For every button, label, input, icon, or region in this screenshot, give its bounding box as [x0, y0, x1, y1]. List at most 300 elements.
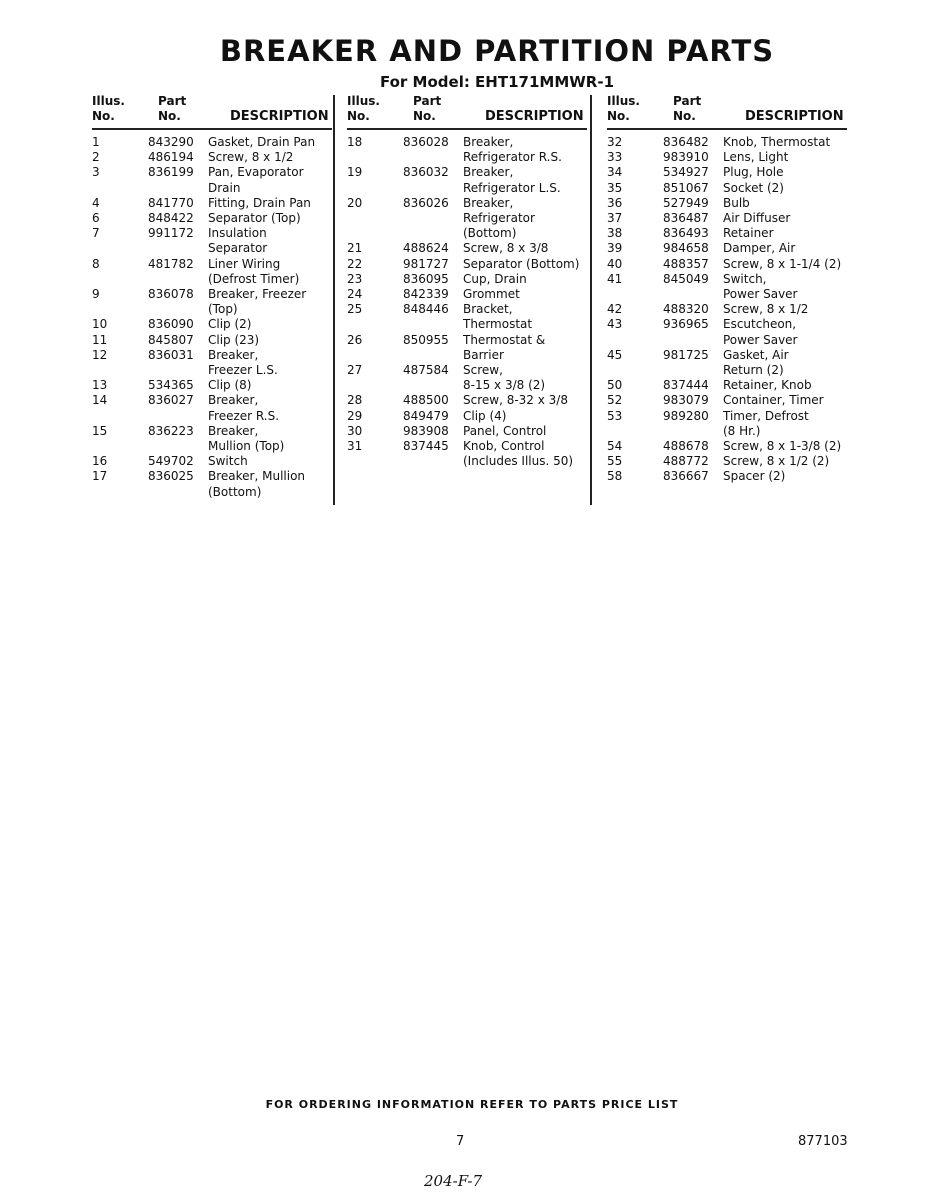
part-description	[208, 257, 332, 287]
table-row	[607, 165, 847, 180]
part-number: 836027	[148, 393, 194, 408]
table-row	[607, 257, 847, 272]
table-row	[607, 378, 847, 393]
part-number: 836090	[148, 317, 194, 332]
illus-number: 52	[607, 393, 623, 408]
table-row	[607, 241, 847, 256]
description-line: Clip (23)	[208, 332, 260, 347]
illus-number: 9	[92, 287, 100, 302]
part-description	[208, 150, 332, 165]
table-row	[607, 393, 847, 408]
part-number: 837445	[403, 439, 449, 454]
part-description	[723, 196, 847, 211]
table-row	[92, 378, 332, 393]
illus-header-line: No.	[92, 109, 115, 123]
ordering-info-footer: FOR ORDERING INFORMATION REFER TO PARTS PRICE LIST	[265, 1098, 679, 1111]
table-row	[347, 424, 587, 439]
description-line: Breaker,	[463, 165, 514, 180]
part-description	[463, 302, 587, 332]
part-number: 983910	[663, 150, 709, 165]
illus-number: 2	[92, 150, 100, 165]
illus-header	[92, 94, 125, 124]
part-description	[208, 211, 332, 226]
description-line: Switch,	[723, 271, 767, 286]
description-line: Screw, 8 x 1/2 (2)	[723, 454, 830, 469]
table-row	[347, 393, 587, 408]
part-number: 487584	[403, 363, 449, 378]
part-description	[463, 424, 587, 439]
illus-number: 18	[347, 135, 363, 149]
description-line: Mullion (Top)	[208, 439, 285, 454]
part-number: 843290	[148, 135, 194, 149]
table-row	[607, 409, 847, 439]
part-number: 534927	[663, 165, 709, 180]
description-line: Thermostat &	[463, 332, 546, 347]
part-description	[463, 393, 587, 408]
parts-column-2	[347, 94, 587, 469]
table-row	[607, 196, 847, 211]
part-number: 984658	[663, 241, 709, 256]
table-row	[92, 135, 332, 150]
description-line: Thermostat	[463, 317, 533, 332]
part-number: 488320	[663, 302, 709, 317]
illus-number: 21	[347, 241, 363, 256]
column-divider	[590, 95, 592, 505]
part-description	[208, 348, 332, 378]
part-number: 848422	[148, 211, 194, 226]
illus-number: 45	[607, 347, 623, 362]
part-description	[208, 424, 332, 454]
table-row	[607, 211, 847, 226]
description-line: Fitting, Drain Pan	[208, 195, 311, 210]
table-row	[607, 469, 847, 484]
description-line: Breaker, Freezer	[208, 287, 307, 302]
table-row	[347, 439, 587, 469]
description-header: DESCRIPTION	[230, 109, 329, 124]
part-number: 836095	[403, 271, 449, 286]
illus-number: 1	[92, 135, 100, 149]
part-number: 836493	[663, 226, 709, 241]
description-line: Liner Wiring	[208, 256, 281, 271]
part-number: 488678	[663, 439, 709, 454]
illus-number: 17	[92, 469, 108, 484]
part-description	[723, 439, 847, 454]
illus-header	[347, 94, 380, 124]
table-row	[347, 287, 587, 302]
part-number: 849479	[403, 408, 449, 423]
part-number: 836223	[148, 423, 194, 438]
part-number: 836078	[148, 287, 194, 302]
description-line: Grommet	[463, 287, 520, 302]
part-description	[723, 317, 847, 347]
part-number: 836482	[663, 135, 709, 149]
illus-number: 15	[92, 423, 108, 438]
table-row	[347, 257, 587, 272]
part-description	[208, 333, 332, 348]
part-number: 936965	[663, 317, 709, 332]
illus-number: 10	[92, 317, 108, 332]
description-header: DESCRIPTION	[745, 109, 844, 124]
table-row	[607, 226, 847, 241]
description-line: Pan, Evaporator	[208, 165, 304, 180]
illus-number: 11	[92, 332, 108, 347]
description-line: Screw, 8-32 x 3/8	[463, 393, 568, 408]
description-line: Plug, Hole	[723, 165, 784, 180]
table-row	[607, 181, 847, 196]
part-description	[208, 196, 332, 211]
illus-header-line: Illus.	[607, 94, 640, 108]
table-row	[607, 439, 847, 454]
description-line: Escutcheon,	[723, 317, 797, 332]
part-description	[463, 287, 587, 302]
part-number: 836026	[403, 195, 449, 210]
table-row	[347, 135, 587, 165]
description-line: Breaker,	[463, 135, 514, 149]
part-description	[723, 150, 847, 165]
part-description	[463, 333, 587, 363]
description-line: Screw, 8 x 1-1/4 (2)	[723, 256, 842, 271]
illus-number: 54	[607, 439, 623, 454]
table-row	[92, 333, 332, 348]
column-header	[607, 94, 847, 130]
part-number: 836199	[148, 165, 194, 180]
description-line: Knob, Thermostat	[723, 135, 831, 149]
column-header	[347, 94, 587, 130]
table-row	[92, 196, 332, 211]
table-row	[347, 196, 587, 242]
table-row	[92, 454, 332, 469]
description-header: DESCRIPTION	[485, 109, 584, 124]
document-code: 877103	[798, 1134, 848, 1149]
table-row	[92, 317, 332, 332]
part-description	[723, 165, 847, 180]
illus-number: 40	[607, 256, 623, 271]
description-line: Knob, Control	[463, 439, 545, 454]
description-line: Breaker,	[208, 423, 259, 438]
illus-number: 27	[347, 363, 363, 378]
description-line: Separator	[208, 241, 268, 256]
table-row	[607, 317, 847, 347]
part-description	[723, 257, 847, 272]
part-header	[663, 94, 701, 124]
table-row	[607, 348, 847, 378]
part-description	[723, 378, 847, 393]
illus-header-line: Illus.	[92, 94, 125, 108]
description-line: Timer, Defrost	[723, 408, 809, 423]
table-row	[92, 211, 332, 226]
part-description	[723, 181, 847, 196]
part-description	[208, 287, 332, 317]
part-description	[208, 454, 332, 469]
part-number: 851067	[663, 180, 709, 195]
description-line: (Top)	[208, 302, 238, 317]
description-line: Power Saver	[723, 332, 798, 347]
description-line: Refrigerator L.S.	[463, 180, 561, 195]
part-description	[463, 439, 587, 469]
illus-number: 36	[607, 195, 623, 210]
description-line: Screw, 8 x 1-3/8 (2)	[723, 439, 842, 454]
part-description	[723, 302, 847, 317]
illus-number: 38	[607, 226, 623, 241]
illus-number: 31	[347, 439, 363, 454]
illus-number: 58	[607, 469, 623, 484]
illus-number: 6	[92, 211, 100, 226]
table-row	[92, 287, 332, 317]
description-line: Bulb	[723, 195, 750, 210]
description-line: Freezer L.S.	[208, 363, 278, 378]
part-header-line: Part	[158, 94, 187, 108]
table-row	[607, 454, 847, 469]
description-line: Return (2)	[723, 363, 784, 378]
description-line: Socket (2)	[723, 180, 784, 195]
part-number: 488500	[403, 393, 449, 408]
description-line: Screw,	[463, 363, 503, 378]
part-description	[208, 469, 332, 499]
part-number: 836031	[148, 347, 194, 362]
illus-number: 29	[347, 408, 363, 423]
illus-header	[607, 94, 640, 124]
description-line: (8 Hr.)	[723, 423, 761, 438]
part-number: 837444	[663, 378, 709, 393]
part-number: 836028	[403, 135, 449, 149]
description-line: Retainer, Knob	[723, 378, 812, 393]
description-line: (Bottom)	[208, 484, 262, 499]
illus-number: 34	[607, 165, 623, 180]
table-row	[347, 333, 587, 363]
part-number: 534365	[148, 378, 194, 393]
part-description	[463, 409, 587, 424]
description-line: Spacer (2)	[723, 469, 786, 484]
part-number: 527949	[663, 195, 709, 210]
part-number: 841770	[148, 195, 194, 210]
illus-number: 41	[607, 271, 623, 286]
description-line: Power Saver	[723, 287, 798, 302]
part-description	[463, 257, 587, 272]
illus-number: 32	[607, 135, 623, 149]
illus-number: 37	[607, 211, 623, 226]
part-number: 991172	[148, 226, 194, 241]
part-number: 845807	[148, 332, 194, 347]
illus-number: 7	[92, 226, 100, 241]
table-row	[347, 272, 587, 287]
illus-number: 22	[347, 256, 363, 271]
illus-number: 12	[92, 347, 108, 362]
part-description	[723, 409, 847, 439]
model-subtitle: For Model: EHT171MMWR-1	[379, 73, 615, 91]
part-header	[148, 94, 186, 124]
description-line: 8-15 x 3/8 (2)	[463, 378, 546, 393]
description-line: Breaker,	[208, 393, 259, 408]
part-number: 486194	[148, 150, 194, 165]
table-row	[92, 257, 332, 287]
description-line: Clip (8)	[208, 378, 252, 393]
part-description	[208, 165, 332, 195]
description-line: Breaker,	[463, 195, 514, 210]
description-line: Separator (Bottom)	[463, 256, 580, 271]
illus-header-line: Illus.	[347, 94, 380, 108]
description-line: Clip (4)	[463, 408, 507, 423]
part-description	[723, 135, 847, 150]
table-row	[92, 393, 332, 423]
part-number: 981727	[403, 256, 449, 271]
illus-number: 25	[347, 302, 363, 317]
description-line: Refrigerator R.S.	[463, 150, 562, 165]
part-description	[463, 272, 587, 287]
part-header-line: No.	[673, 109, 696, 123]
page-number: 7	[456, 1134, 465, 1149]
description-line: Gasket, Air	[723, 347, 789, 362]
description-line: (Defrost Timer)	[208, 271, 300, 286]
illus-header-line: No.	[607, 109, 630, 123]
illus-number: 13	[92, 378, 108, 393]
description-line: Refrigerator	[463, 211, 535, 226]
table-row	[347, 409, 587, 424]
part-number: 836667	[663, 469, 709, 484]
part-description	[723, 241, 847, 256]
part-number: 481782	[148, 256, 194, 271]
part-header-line: No.	[413, 109, 436, 123]
parts-column-3	[607, 94, 847, 485]
table-row	[607, 150, 847, 165]
part-number: 989280	[663, 408, 709, 423]
description-line: Barrier	[463, 347, 504, 362]
part-header-line: No.	[158, 109, 181, 123]
part-number: 845049	[663, 271, 709, 286]
description-line: Panel, Control	[463, 423, 547, 438]
illus-number: 39	[607, 241, 623, 256]
part-number: 848446	[403, 302, 449, 317]
table-row	[347, 363, 587, 393]
illus-number: 3	[92, 165, 100, 180]
part-description	[463, 241, 587, 256]
part-description	[463, 135, 587, 165]
part-description	[723, 454, 847, 469]
description-line: Freezer R.S.	[208, 408, 280, 423]
description-line: (Includes Illus. 50)	[463, 454, 574, 469]
part-number: 850955	[403, 332, 449, 347]
part-number: 488624	[403, 241, 449, 256]
description-line: Retainer	[723, 226, 774, 241]
illus-number: 19	[347, 165, 363, 180]
page-title: BREAKER AND PARTITION PARTS	[219, 34, 775, 68]
part-description	[463, 165, 587, 195]
description-line: Screw, 8 x 1/2	[723, 302, 809, 317]
part-description	[208, 317, 332, 332]
table-row	[607, 302, 847, 317]
description-line: Screw, 8 x 3/8	[463, 241, 549, 256]
illus-number: 4	[92, 195, 100, 210]
description-line: Damper, Air	[723, 241, 796, 256]
table-row	[92, 424, 332, 454]
illus-number: 24	[347, 287, 363, 302]
illus-number: 53	[607, 408, 623, 423]
table-row	[92, 150, 332, 165]
part-number: 983079	[663, 393, 709, 408]
description-line: Screw, 8 x 1/2	[208, 150, 294, 165]
illus-number: 30	[347, 423, 363, 438]
description-line: Clip (2)	[208, 317, 252, 332]
part-number: 836032	[403, 165, 449, 180]
table-row	[347, 241, 587, 256]
part-description	[723, 348, 847, 378]
description-line: Drain	[208, 180, 241, 195]
description-line: Cup, Drain	[463, 271, 527, 286]
column-header	[92, 94, 332, 130]
part-description	[463, 196, 587, 242]
table-row	[607, 272, 847, 302]
description-line: Insulation	[208, 226, 267, 241]
table-row	[92, 165, 332, 195]
description-line: (Bottom)	[463, 226, 517, 241]
part-description	[723, 226, 847, 241]
illus-number: 42	[607, 302, 623, 317]
description-line: Gasket, Drain Pan	[208, 135, 316, 149]
parts-column-1	[92, 94, 332, 500]
description-line: Container, Timer	[723, 393, 824, 408]
table-row	[347, 165, 587, 195]
part-description	[723, 272, 847, 302]
illus-number: 28	[347, 393, 363, 408]
description-line: Separator (Top)	[208, 211, 301, 226]
handwritten-note: 204-F-7	[424, 1172, 483, 1190]
illus-number: 55	[607, 454, 623, 469]
part-description	[463, 363, 587, 393]
table-row	[607, 135, 847, 150]
part-description	[723, 469, 847, 484]
table-row	[92, 348, 332, 378]
description-line: Air Diffuser	[723, 211, 791, 226]
illus-number: 20	[347, 195, 363, 210]
part-header	[403, 94, 441, 124]
part-description	[208, 393, 332, 423]
illus-number: 14	[92, 393, 108, 408]
description-line: Breaker,	[208, 347, 259, 362]
illus-number: 16	[92, 454, 108, 469]
table-row	[92, 469, 332, 499]
description-line: Lens, Light	[723, 150, 789, 165]
part-number: 549702	[148, 454, 194, 469]
table-row	[92, 226, 332, 256]
illus-number: 35	[607, 180, 623, 195]
part-number: 488772	[663, 454, 709, 469]
part-number: 842339	[403, 287, 449, 302]
illus-number: 8	[92, 256, 100, 271]
part-description	[723, 211, 847, 226]
illus-number: 23	[347, 271, 363, 286]
part-number: 836025	[148, 469, 194, 484]
part-header-line: Part	[413, 94, 442, 108]
illus-header-line: No.	[347, 109, 370, 123]
description-line: Bracket,	[463, 302, 513, 317]
part-description	[208, 378, 332, 393]
part-number: 488357	[663, 256, 709, 271]
part-header-line: Part	[673, 94, 702, 108]
illus-number: 43	[607, 317, 623, 332]
part-number: 836487	[663, 211, 709, 226]
column-divider	[333, 95, 335, 505]
part-description	[208, 226, 332, 256]
part-number: 983908	[403, 423, 449, 438]
illus-number: 50	[607, 378, 623, 393]
part-number: 981725	[663, 347, 709, 362]
table-row	[347, 302, 587, 332]
illus-number: 33	[607, 150, 623, 165]
part-description	[723, 393, 847, 408]
description-line: Switch	[208, 454, 248, 469]
description-line: Breaker, Mullion	[208, 469, 306, 484]
part-description	[208, 135, 332, 150]
illus-number: 26	[347, 332, 363, 347]
